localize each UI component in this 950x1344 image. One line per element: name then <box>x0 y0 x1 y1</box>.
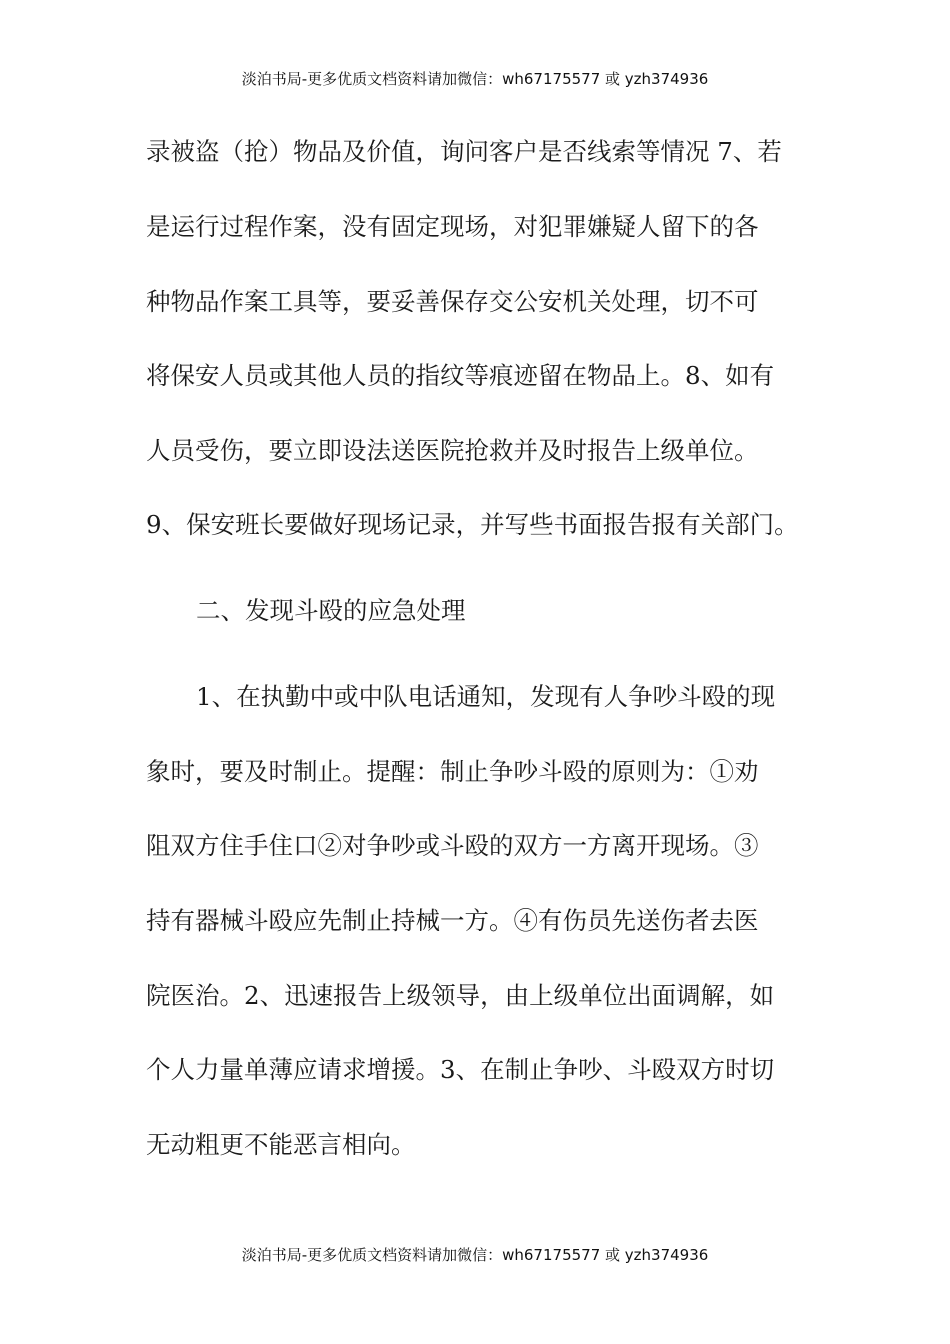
body-line: 个人力量单薄应请求增援。3、在制止争吵、斗殴双方时切 <box>146 1055 775 1084</box>
body-line: 录被盗（抢）物品及价值，询问客户是否线索等情况 7、若 <box>146 137 782 166</box>
body-line: 1、在执勤中或中队电话通知，发现有人争吵斗殴的现 <box>196 682 776 711</box>
body-line: 人员受伤，要立即设法送医院抢救并及时报告上级单位。 <box>146 436 759 465</box>
body-line: 象时，要及时制止。提醒：制止争吵斗殴的原则为：①劝 <box>146 757 759 786</box>
page-footer: 淡泊书局-更多优质文档资料请加微信：wh67175577 或 yzh374936 <box>241 1246 709 1264</box>
body-line: 9、保安班长要做好现场记录，并写些书面报告报有关部门。 <box>146 510 799 539</box>
page-header: 淡泊书局-更多优质文档资料请加微信：wh67175577 或 yzh374936 <box>241 70 709 88</box>
body-line: 阻双方住手住口②对争吵或斗殴的双方一方离开现场。③ <box>146 831 759 860</box>
body-line: 院医治。2、迅速报告上级领导，由上级单位出面调解，如 <box>146 981 775 1010</box>
body-line: 持有器械斗殴应先制止持械一方。④有伤员先送伤者去医 <box>146 906 759 935</box>
body-line: 种物品作案工具等，要妥善保存交公安机关处理，切不可 <box>146 287 759 316</box>
body-line: 无动粗更不能恶言相向。 <box>146 1130 416 1159</box>
body-line: 是运行过程作案，没有固定现场，对犯罪嫌疑人留下的各 <box>146 212 759 241</box>
body-line: 将保安人员或其他人员的指纹等痕迹留在物品上。8、如有 <box>146 361 775 390</box>
section-heading: 二、发现斗殴的应急处理 <box>196 596 466 625</box>
